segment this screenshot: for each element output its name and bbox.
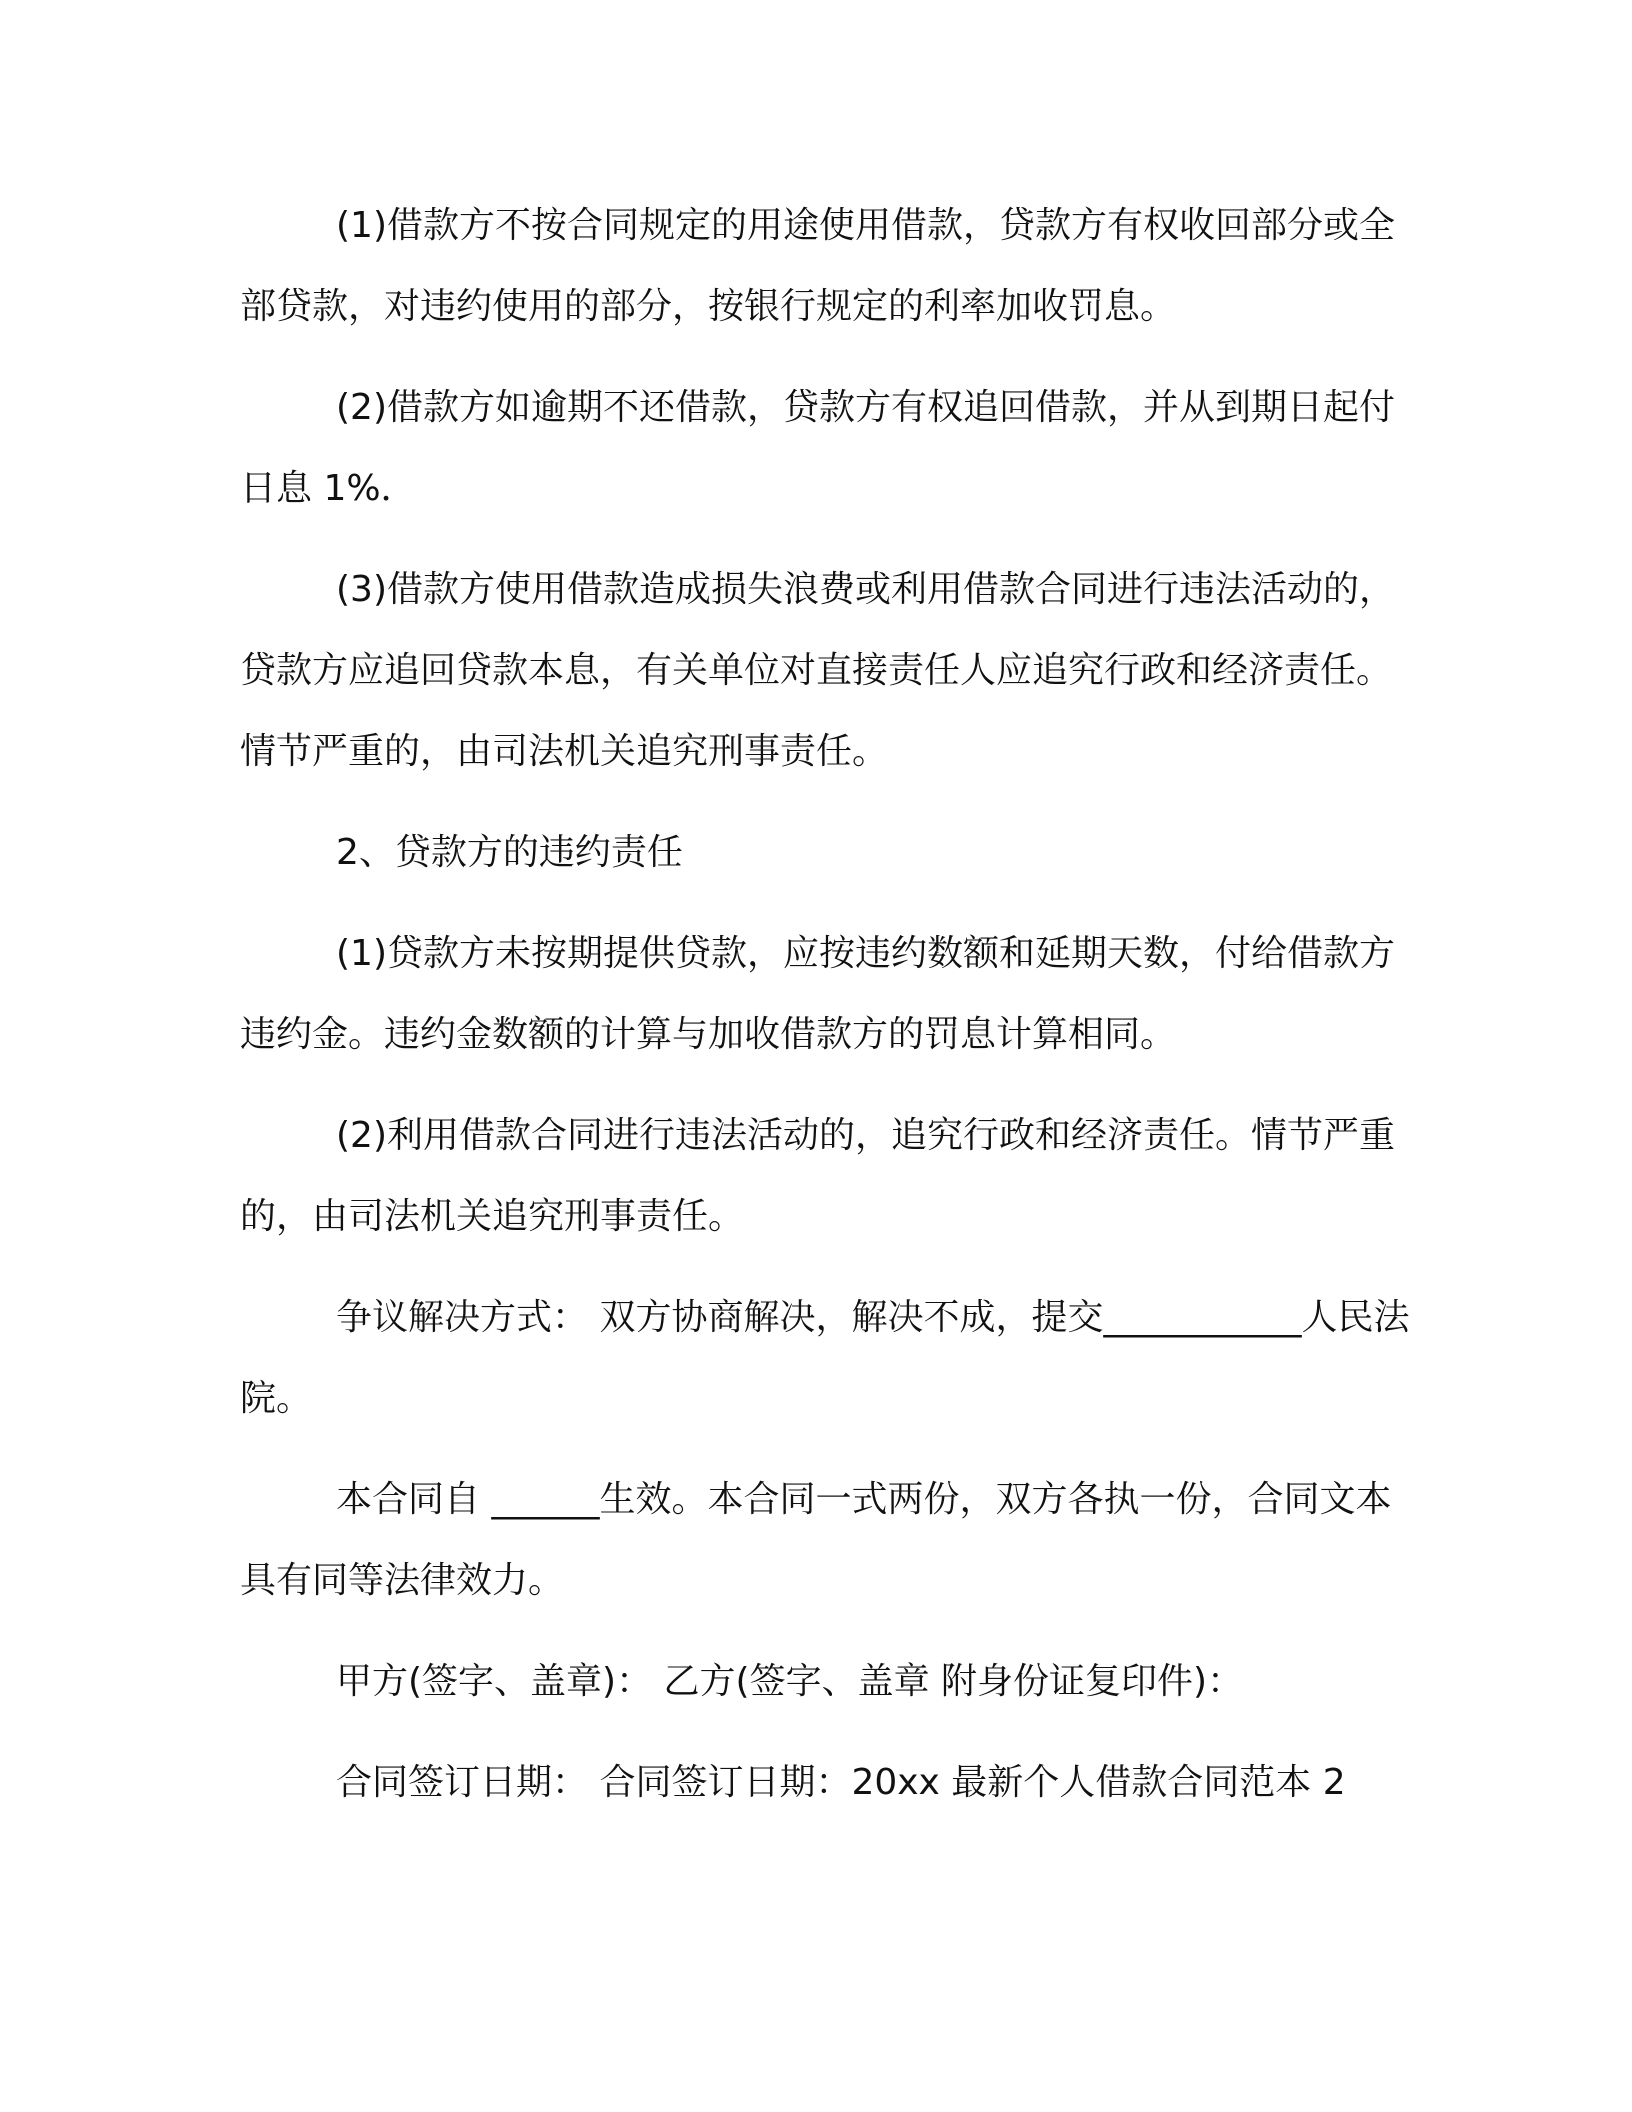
signature-line: 甲方(签字、盖章)： 乙方(签字、盖章 附身份证复印件)： xyxy=(336,1661,1244,1702)
section-heading-lender-liability: 2、贷款方的违约责任 xyxy=(336,832,683,873)
clause-lender-late: (1)贷款方未按期提供贷款，应按违约数额和延期天数，付给借款方违约金。违约金数额的计算与加收借款方的罚息计算相同。 xyxy=(240,933,1395,1055)
dispute-resolution: 争议解决方式： 双方协商解决，解决不成，提交___________人民法院。 xyxy=(240,1297,1410,1419)
clause-illegal-use: (2)利用借款合同进行违法活动的，追究行政和经济责任。情节严重的，由司法机关追究刑事责任。 xyxy=(240,1115,1395,1237)
clause-borrower-loss: (3)借款方使用借款造成损失浪费或利用借款合同进行违法活动的，贷款方应追回贷款本息，有关单位对直接责任人应追究行政和经济责任。情节严重的，由司法机关追究刑事责任。 xyxy=(240,569,1395,772)
effective-clause: 本合同自 ______生效。本合同一式两份，双方各执一份，合同文本具有同等法律效力。 xyxy=(240,1479,1392,1601)
document-body xyxy=(240,185,1420,1823)
clause-borrower-misuse: (1)借款方不按合同规定的用途使用借款，贷款方有权收回部分或全部贷款，对违约使用的部分，按银行规定的利率加收罚息。 xyxy=(240,205,1395,327)
signing-date-line: 合同签订日期： 合同签订日期：20xx 最新个人借款合同范本 2 xyxy=(336,1762,1346,1803)
clause-borrower-overdue: (2)借款方如逾期不还借款，贷款方有权追回借款，并从到期日起付日息 1%． xyxy=(240,387,1395,509)
